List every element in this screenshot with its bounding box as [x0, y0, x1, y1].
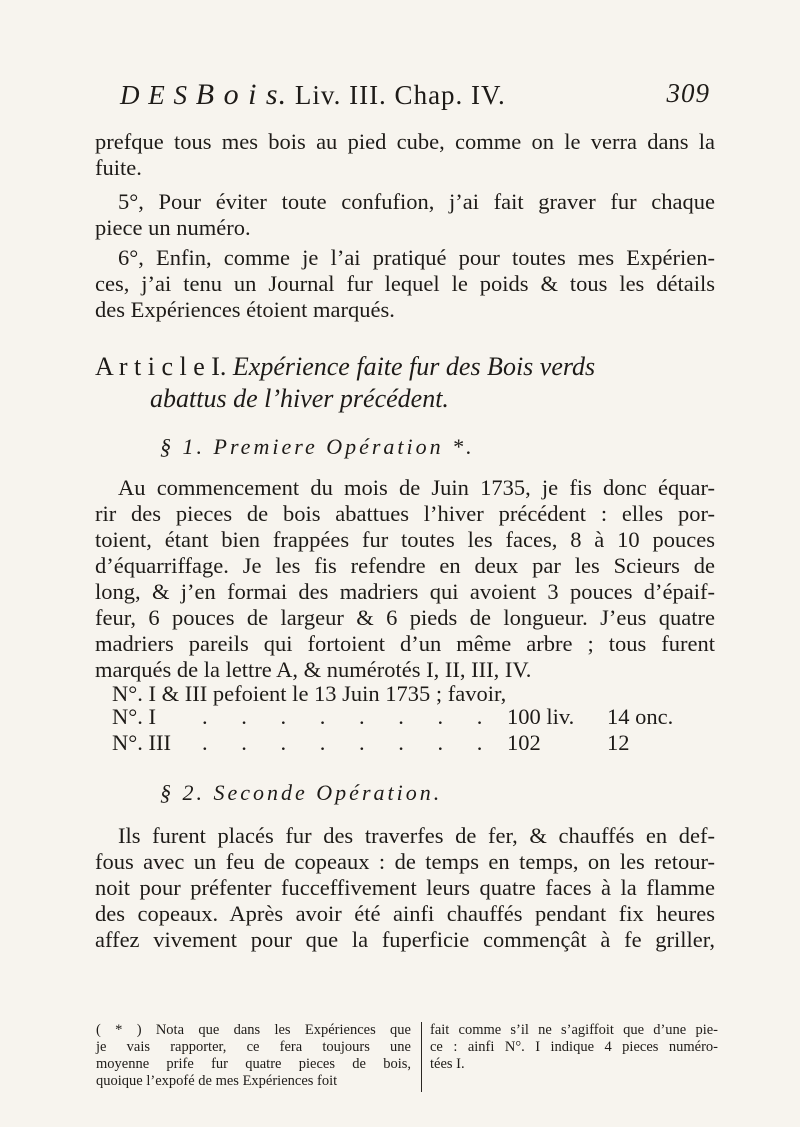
- article-title-continued: abattus de l’hiver précédent.: [150, 384, 449, 413]
- text-line: des Expériences étoient marqués.: [95, 297, 395, 322]
- text-line: madriers pareils qui fortoient d’un même arbre ; tous furent: [95, 631, 715, 656]
- text-line: rir des pieces de bois abattues l’hiver précédent : elles por-: [95, 501, 715, 526]
- footnote-line: je vais rapporter, ce fera toujours une: [96, 1039, 411, 1055]
- page-number: 309: [666, 78, 710, 108]
- footnote-line: quoique l’expofé de mes Expériences foit: [96, 1073, 338, 1089]
- footnote-right-column: [430, 1022, 718, 1073]
- article-heading: [95, 352, 715, 382]
- footnote-line: moyenne prife fur quatre pieces de bois,: [96, 1056, 411, 1072]
- weight-livres: 100 liv.: [507, 704, 575, 729]
- text-line: toient, étant bien frappées fur toutes les faces, 8 à 10 pouces: [95, 527, 715, 552]
- leader-dots: . . . . . . . .: [202, 704, 497, 729]
- text-line: marqués de la lettre A, & numérotés I, II, III, IV.: [95, 657, 532, 682]
- text-line: affez vivement pour que la fuperficie commençât à fe griller,: [95, 927, 715, 952]
- weight-row-label: N°. I: [112, 704, 156, 729]
- text-line: piece un numéro.: [95, 215, 251, 240]
- section-heading: § 2. Seconde Opération.: [160, 780, 443, 805]
- weight-onces: 14 onc.: [607, 704, 674, 729]
- footnote-left-column: [96, 1022, 411, 1090]
- article-title: Expérience faite fur des Bois verds: [232, 352, 596, 381]
- text-line: Au commencement du mois de Juin 1735, je fis donc équar-: [118, 475, 715, 500]
- footnote-line: tées I.: [430, 1056, 465, 1072]
- footnote-line: fait comme s’il ne s’agiffoit que d’une pie-: [430, 1022, 718, 1038]
- text-line: long, & j’en formai des madriers qui avoient 3 pouces d’épaif-: [95, 579, 715, 604]
- running-header: [120, 78, 710, 112]
- weight-row: [112, 704, 672, 730]
- text-line: d’équarriffage. Je les fis refendre en deux par les Scieurs de: [95, 553, 715, 578]
- text-line: des copeaux. Après avoir été ainfi chauffés pendant fix heures: [95, 901, 715, 926]
- weight-row: [112, 730, 672, 756]
- running-title-des: D E S: [120, 80, 188, 110]
- text-line: feur, 6 pouces de largeur & 6 pieds de longueur. J’eus quatre: [95, 605, 715, 630]
- footnote-divider: [421, 1022, 422, 1092]
- weight-row-label: N°. III: [112, 730, 171, 755]
- running-title-chapter: Liv. III. Chap. IV.: [294, 80, 506, 110]
- footnote-line: ( * ) Nota que dans les Expériences que: [96, 1022, 411, 1038]
- text-line: 5°, Pour éviter toute confufion, j’ai fait graver fur chaque: [118, 189, 715, 214]
- leader-dots: . . . . . . . .: [202, 730, 497, 755]
- footnote-line: ce : ainfi N°. I indique 4 pieces numéro-: [430, 1039, 718, 1055]
- weight-livres: 102: [507, 730, 541, 755]
- text-line: ces, j’ai tenu un Journal fur lequel le poids & tous les détails: [95, 271, 715, 296]
- running-title-bois: B o i s.: [195, 78, 288, 111]
- text-line: fous avec un feu de copeaux : de temps en temps, on les retour-: [95, 849, 715, 874]
- text-line: Ils furent placés fur des traverfes de fer, & chauffés en def-: [118, 823, 715, 848]
- text-line: fuite.: [95, 155, 142, 180]
- text-line: 6°, Enfin, comme je l’ai pratiqué pour toutes mes Expérien-: [118, 245, 715, 270]
- text-line: N°. I & III pefoient le 13 Juin 1735 ; favoir,: [112, 681, 507, 706]
- text-line: prefque tous mes bois au pied cube, comme on le verra dans la: [95, 129, 715, 154]
- article-label: A r t i c l e I.: [95, 352, 227, 381]
- section-heading: § 1. Premiere Opération *.: [160, 434, 475, 459]
- weight-onces: 12: [607, 730, 630, 755]
- text-line: noit pour préfenter fucceffivement leurs quatre faces à la flamme: [95, 875, 715, 900]
